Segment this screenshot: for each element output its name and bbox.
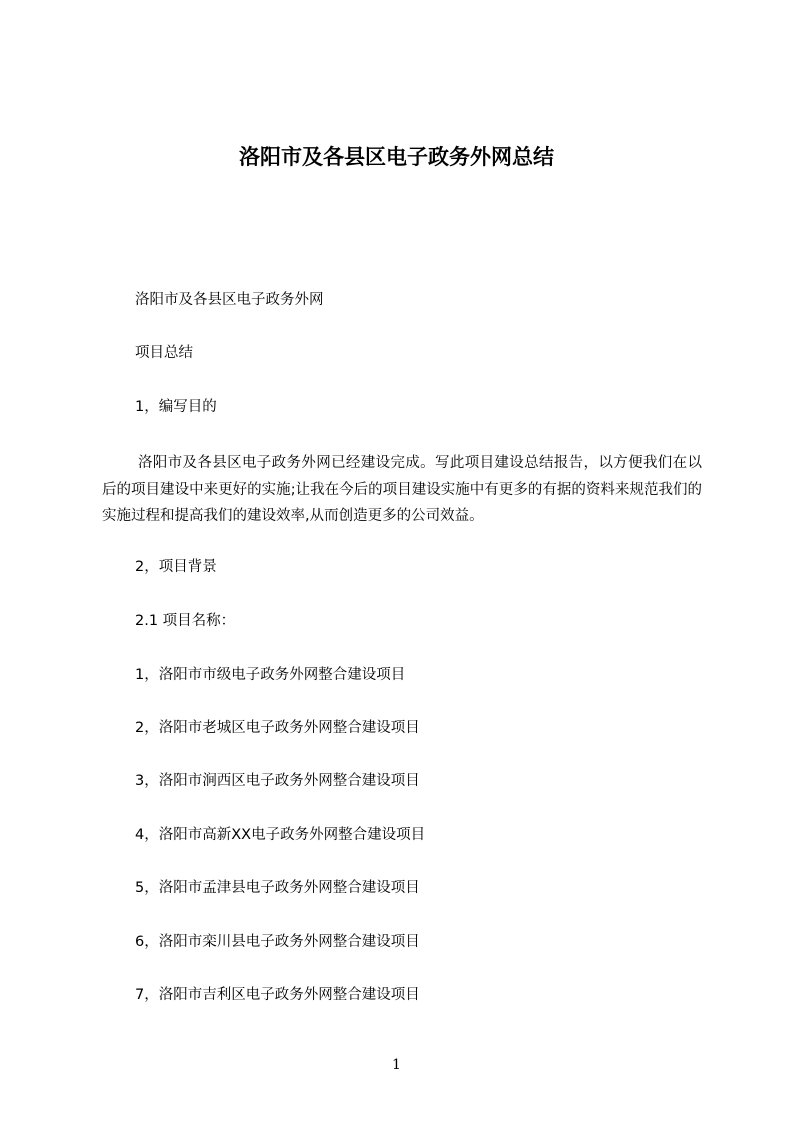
project-list-item: 6，洛阳市栾川县电子政务外网整合建设项目 — [135, 934, 420, 950]
subtitle-line-1: 洛阳市及各县区电子政务外网 — [135, 292, 324, 308]
document-title: 洛阳市及各县区电子政务外网总结 — [239, 145, 554, 169]
project-list-item: 1，洛阳市市级电子政务外网整合建设项目 — [135, 667, 406, 683]
section-1-paragraph: 洛阳市及各县区电子政务外网已经建设完成。写此项目建设总结报告，以方便我们在以后的项目建设中来更好的实施;让我在今后的项目建设实施中有更多的有据的资料来规范我们的实施过程和提高我们的建设效率,从而创造更多的公司效益。 — [102, 455, 702, 524]
project-list-item: 5，洛阳市孟津县电子政务外网整合建设项目 — [135, 880, 420, 896]
project-list-item: 3，洛阳市涧西区电子政务外网整合建设项目 — [135, 773, 420, 789]
section-1-heading: 1，编写目的 — [135, 399, 217, 415]
project-list-item: 4，洛阳市高新XX电子政务外网整合建设项目 — [135, 827, 426, 843]
project-list-item: 7，洛阳市吉利区电子政务外网整合建设项目 — [135, 987, 420, 1003]
section-2-heading: 2，项目背景 — [135, 559, 217, 575]
project-list-item: 2，洛阳市老城区电子政务外网整合建设项目 — [135, 720, 420, 736]
section-2-1-heading: 2.1 项目名称： — [135, 613, 236, 629]
subtitle-line-2: 项目总结 — [135, 345, 193, 361]
page-number: 1 — [392, 1057, 401, 1073]
